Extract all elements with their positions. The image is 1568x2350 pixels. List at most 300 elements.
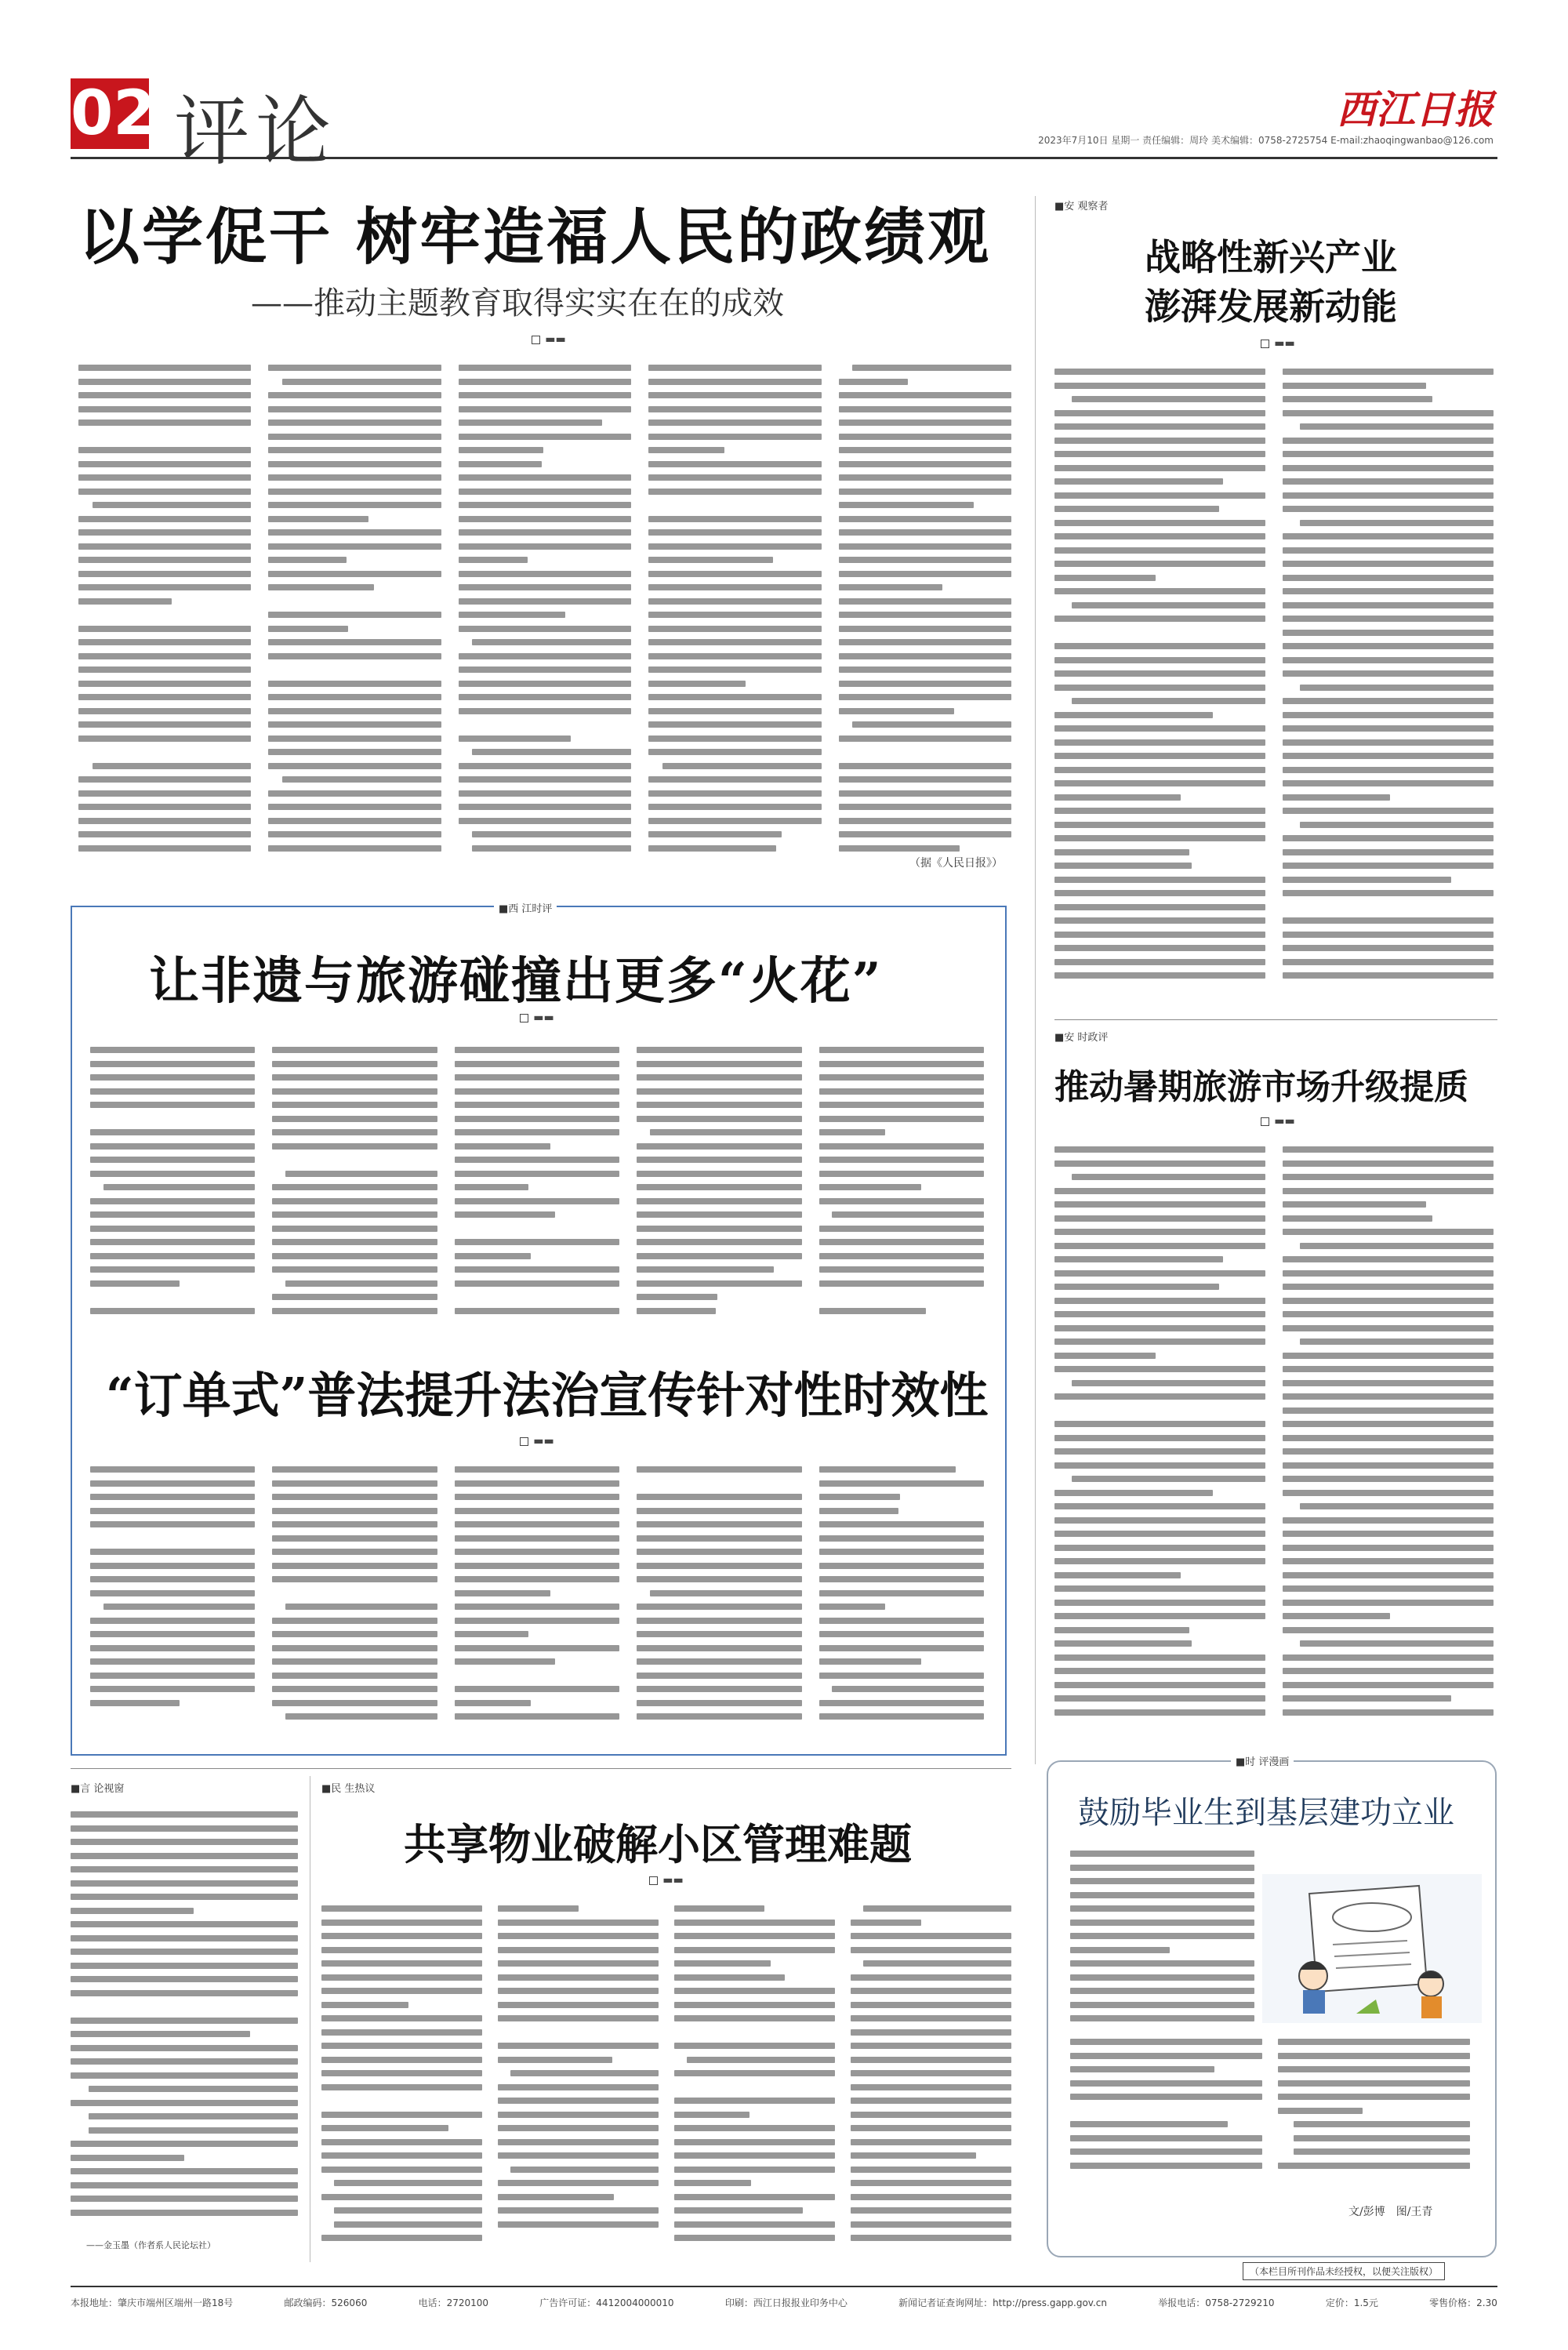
- text-line: [1283, 1146, 1494, 1153]
- text-line: [1278, 2108, 1363, 2114]
- text-column: [637, 1047, 801, 1321]
- text-line: [1283, 1545, 1494, 1551]
- text-line: [272, 1102, 437, 1108]
- text-line: [1054, 1215, 1265, 1222]
- text-line: [650, 1129, 802, 1135]
- text-line: [459, 516, 631, 522]
- text-line: [268, 571, 441, 577]
- text-line: [71, 2141, 298, 2147]
- text-line: [71, 2072, 298, 2079]
- text-line: [637, 1266, 774, 1273]
- text-line: [272, 1494, 437, 1500]
- text-line: [674, 2015, 835, 2021]
- text-column: [90, 1047, 255, 1321]
- text-line: [1283, 1654, 1494, 1661]
- copyright-notice: （本栏目所刊作品未经授权，以便关注版权）: [1243, 2262, 1445, 2280]
- text-line: [321, 2002, 408, 2008]
- text-line: [1070, 2002, 1254, 2008]
- text-line: [637, 1294, 717, 1300]
- text-column: [71, 1811, 298, 2216]
- text-line: [90, 1466, 255, 1473]
- text-line: [78, 776, 251, 783]
- text-line: [1283, 1490, 1494, 1496]
- text-line: [455, 1308, 619, 1314]
- text-line: [637, 1253, 801, 1259]
- cartoon-caption-body-2: [1070, 2039, 1470, 2180]
- section-number: 02: [71, 78, 156, 149]
- text-line: [90, 1253, 255, 1259]
- text-line: [1054, 1270, 1265, 1277]
- text-line: [1300, 1243, 1494, 1249]
- text-line: [268, 845, 441, 852]
- text-line: [637, 1171, 801, 1177]
- text-line: [459, 776, 631, 783]
- text-line: [839, 461, 1011, 467]
- text-line: [90, 1673, 255, 1679]
- text-line: [321, 1905, 482, 1912]
- text-line: [819, 1226, 984, 1232]
- text-line: [819, 1563, 984, 1569]
- text-line: [78, 681, 251, 687]
- text-line: [648, 434, 821, 440]
- side-top-byline: ▬▬: [1239, 337, 1317, 350]
- text-line: [1054, 383, 1265, 389]
- text-line: [1278, 2066, 1470, 2072]
- text-line: [78, 447, 251, 453]
- text-line: [71, 2196, 298, 2202]
- text-line: [1278, 2094, 1470, 2100]
- text-line: [851, 1947, 1011, 1953]
- text-line: [455, 1549, 619, 1555]
- text-line: [1054, 863, 1192, 869]
- text-line: [334, 2180, 482, 2186]
- text-line: [78, 461, 251, 467]
- text-line: [1070, 2148, 1262, 2155]
- text-line: [455, 1143, 550, 1150]
- text-line: [1054, 780, 1265, 786]
- text-line: [459, 666, 631, 673]
- side-mid-byline: ▬▬: [1239, 1115, 1317, 1128]
- text-line: [851, 2098, 1011, 2104]
- text-line: [1283, 1393, 1494, 1400]
- text-line: [90, 1047, 255, 1053]
- text-column: [268, 365, 441, 859]
- text-line: [648, 818, 821, 824]
- text-line: [272, 1686, 437, 1692]
- text-line: [1300, 423, 1494, 430]
- text-line: [674, 1920, 835, 1926]
- text-line: [839, 790, 1011, 797]
- text-line: [78, 831, 251, 837]
- text-line: [1283, 890, 1494, 896]
- text-line: [459, 543, 631, 550]
- side-top-body: [1054, 369, 1494, 992]
- text-line: [1054, 972, 1265, 979]
- text-line: [648, 790, 821, 797]
- text-line: [78, 406, 251, 412]
- text-line: [459, 584, 631, 590]
- text-line: [90, 1088, 255, 1095]
- text-line: [455, 1563, 619, 1569]
- text-line: [674, 1988, 835, 1994]
- text-line: [648, 598, 821, 605]
- text-line: [78, 626, 251, 632]
- text-line: [1283, 1215, 1432, 1222]
- text-line: [637, 1047, 801, 1053]
- text-line: [1283, 959, 1494, 965]
- text-line: [819, 1308, 927, 1314]
- text-column: [459, 365, 631, 859]
- text-line: [1283, 643, 1494, 649]
- text-line: [1283, 1476, 1494, 1482]
- text-line: [272, 1129, 437, 1135]
- text-line: [1283, 1600, 1494, 1606]
- text-line: [1283, 932, 1494, 938]
- text-line: [268, 681, 441, 687]
- text-line: [1283, 835, 1494, 841]
- bottom-left-body: [71, 1811, 298, 2227]
- text-line: [851, 1988, 1011, 1994]
- text-line: [455, 1088, 619, 1095]
- text-line: [459, 571, 631, 577]
- text-line: [1054, 451, 1265, 457]
- text-line: [321, 2015, 482, 2021]
- text-line: [71, 1839, 298, 1845]
- text-line: [1054, 561, 1265, 567]
- text-line: [1283, 1256, 1494, 1262]
- text-line: [1283, 1311, 1494, 1317]
- text-line: [272, 1466, 437, 1473]
- text-line: [71, 1894, 298, 1900]
- text-line: [1054, 739, 1265, 746]
- text-line: [1054, 1160, 1265, 1167]
- text-line: [648, 406, 821, 412]
- text-line: [1283, 438, 1494, 444]
- text-line: [1054, 1393, 1265, 1400]
- text-line: [90, 1480, 255, 1487]
- text-line: [1054, 1600, 1265, 1606]
- text-line: [851, 2029, 1011, 2036]
- text-line: [1054, 1517, 1265, 1524]
- text-line: [819, 1508, 898, 1514]
- text-line: [648, 694, 821, 700]
- text-line: [334, 2221, 482, 2228]
- text-line: [1054, 506, 1219, 512]
- column-divider: [1035, 196, 1036, 1764]
- text-line: [648, 612, 821, 618]
- text-line: [71, 1866, 298, 1872]
- box-article-2-title: “订单式”普法提升法治宣传针对性时效性: [106, 1367, 989, 1424]
- text-line: [674, 2112, 750, 2118]
- text-line: [648, 571, 821, 577]
- text-line: [1283, 561, 1494, 567]
- text-line: [1283, 547, 1494, 554]
- text-line: [71, 1908, 194, 1914]
- text-line: [1070, 2066, 1214, 2072]
- text-line: [1054, 1627, 1189, 1633]
- text-line: [272, 1157, 437, 1163]
- text-line: [832, 1211, 984, 1218]
- text-line: [1054, 932, 1265, 938]
- text-line: [648, 379, 821, 385]
- text-line: [455, 1239, 619, 1245]
- text-line: [459, 365, 631, 371]
- text-line: [637, 1308, 716, 1314]
- text-line: [78, 474, 251, 481]
- text-line: [819, 1700, 984, 1706]
- text-line: [839, 818, 1011, 824]
- text-line: [1070, 1892, 1254, 1898]
- text-line: [498, 1947, 659, 1953]
- text-line: [498, 2152, 659, 2159]
- text-line: [455, 1466, 619, 1473]
- text-column: [78, 365, 251, 859]
- text-line: [268, 694, 441, 700]
- text-line: [455, 1280, 619, 1287]
- text-line: [1054, 1668, 1265, 1674]
- text-line: [90, 1308, 255, 1314]
- text-line: [637, 1239, 801, 1245]
- text-column: [1278, 2039, 1470, 2176]
- text-line: [321, 1947, 482, 1953]
- text-line: [1070, 2039, 1262, 2045]
- text-line: [674, 1960, 771, 1967]
- text-line: [1054, 492, 1265, 499]
- footer-issue: 零售价格：2.30: [1429, 2297, 1497, 2308]
- text-line: [78, 845, 251, 852]
- text-line: [272, 1576, 437, 1582]
- text-line: [839, 681, 1011, 687]
- text-line: [648, 584, 821, 590]
- text-line: [268, 584, 373, 590]
- text-line: [1283, 808, 1494, 814]
- text-line: [674, 2098, 835, 2104]
- text-line: [459, 447, 543, 453]
- text-line: [819, 1521, 984, 1527]
- text-column: [1054, 369, 1265, 986]
- text-line: [1283, 1380, 1494, 1386]
- text-line: [648, 639, 821, 645]
- text-line: [321, 2125, 448, 2131]
- text-line: [851, 2207, 1011, 2214]
- text-line: [268, 831, 441, 837]
- text-line: [851, 2235, 1011, 2241]
- text-line: [71, 2031, 250, 2037]
- text-line: [1283, 1531, 1494, 1537]
- box-article-1-body: [90, 1047, 984, 1333]
- text-line: [1054, 822, 1265, 828]
- text-line: [1070, 1988, 1254, 1994]
- text-column: [1070, 2039, 1262, 2176]
- text-column: [498, 1905, 659, 2249]
- lead-headline: 以学促干 树牢造福人民的政绩观: [78, 202, 992, 273]
- text-line: [472, 749, 631, 755]
- text-line: [78, 694, 251, 700]
- text-line: [1054, 1284, 1219, 1290]
- text-line: [455, 1494, 619, 1500]
- text-column: [819, 1047, 984, 1321]
- box-article-1-title: 让非遗与旅游碰撞出更多“火花”: [149, 952, 883, 1011]
- text-line: [1070, 1947, 1170, 1953]
- text-line: [637, 1521, 801, 1527]
- text-column: [648, 365, 821, 859]
- text-line: [1283, 369, 1494, 375]
- text-line: [321, 2112, 482, 2118]
- text-line: [90, 1157, 255, 1163]
- text-line: [1283, 492, 1494, 499]
- dateline: 2023年7月10日 星期一 责任编辑：周玲 美术编辑：0758-2725754 E-mail:zhaoqingwanbao@126.com: [1038, 135, 1494, 146]
- text-line: [1283, 945, 1494, 951]
- text-column: [90, 1466, 255, 1727]
- text-line: [498, 2180, 659, 2186]
- text-line: [268, 489, 441, 495]
- text-line: [78, 379, 251, 385]
- text-line: [637, 1563, 801, 1569]
- text-line: [1054, 1462, 1265, 1469]
- text-line: [1054, 630, 1265, 636]
- text-line: [90, 1226, 255, 1232]
- text-line: [819, 1061, 984, 1067]
- text-line: [1283, 1188, 1494, 1194]
- text-line: [1070, 1974, 1254, 1981]
- text-line: [268, 392, 441, 398]
- text-line: [1054, 890, 1265, 896]
- text-line: [637, 1143, 801, 1150]
- text-line: [819, 1198, 984, 1204]
- text-line: [459, 804, 631, 810]
- text-column: [819, 1466, 984, 1727]
- text-line: [1072, 1476, 1265, 1482]
- text-line: [321, 2098, 482, 2104]
- text-line: [510, 2070, 659, 2076]
- text-line: [1054, 1640, 1192, 1647]
- footer-price: 定价：1.5元: [1325, 2297, 1378, 2308]
- text-line: [459, 736, 571, 742]
- text-line: [1072, 698, 1265, 704]
- text-line: [1070, 1851, 1254, 1857]
- text-line: [455, 1673, 619, 1679]
- text-column: [321, 1905, 482, 2249]
- text-line: [851, 2043, 1011, 2049]
- text-line: [78, 543, 251, 550]
- lead-byline: ▬▬: [502, 333, 596, 346]
- text-line: [819, 1466, 956, 1473]
- text-line: [1054, 369, 1265, 375]
- text-line: [648, 420, 821, 426]
- text-line: [648, 543, 821, 550]
- text-line: [674, 2139, 835, 2145]
- text-line: [1283, 1627, 1494, 1633]
- text-line: [103, 1604, 256, 1610]
- text-line: [1283, 1695, 1451, 1702]
- bottom-left-credit: ——金玉墨（作者系人民论坛社）: [86, 2240, 216, 2250]
- text-line: [1283, 1325, 1494, 1331]
- text-line: [459, 612, 566, 618]
- text-line: [268, 721, 441, 728]
- text-line: [78, 749, 251, 755]
- text-line: [272, 1563, 437, 1569]
- text-line: [637, 1226, 801, 1232]
- text-line: [90, 1294, 255, 1300]
- text-line: [1054, 1448, 1265, 1455]
- text-line: [455, 1226, 619, 1232]
- text-line: [268, 790, 441, 797]
- text-line: [637, 1211, 801, 1218]
- text-line: [1054, 794, 1181, 801]
- box-article-2-byline: ▬▬: [494, 1435, 580, 1447]
- text-line: [851, 2167, 1011, 2173]
- text-line: [674, 2043, 835, 2049]
- text-line: [674, 2235, 835, 2241]
- text-line: [90, 1658, 255, 1665]
- text-line: [1054, 1585, 1265, 1592]
- text-line: [272, 1061, 437, 1067]
- text-line: [272, 1508, 437, 1514]
- text-line: [321, 2167, 482, 2173]
- text-line: [648, 474, 821, 481]
- text-line: [839, 845, 960, 852]
- text-line: [78, 598, 172, 605]
- text-line: [498, 2015, 659, 2021]
- text-line: [268, 708, 441, 714]
- text-line: [78, 818, 251, 824]
- text-line: [272, 1549, 437, 1555]
- text-line: [1283, 478, 1494, 485]
- text-line: [648, 365, 821, 371]
- text-line: [89, 2086, 298, 2092]
- text-line: [78, 392, 251, 398]
- text-line: [1278, 2163, 1470, 2169]
- text-line: [90, 1143, 255, 1150]
- text-line: [459, 379, 631, 385]
- text-line: [90, 1074, 255, 1081]
- text-line: [455, 1047, 619, 1053]
- cartoon-tag: ■时 评漫画: [1231, 1753, 1294, 1768]
- text-line: [637, 1074, 801, 1081]
- text-line: [1054, 1545, 1265, 1551]
- text-line: [334, 2207, 482, 2214]
- text-line: [648, 845, 776, 852]
- text-column: [272, 1047, 437, 1321]
- text-line: [455, 1618, 619, 1624]
- text-line: [839, 763, 1011, 769]
- text-line: [674, 2070, 835, 2076]
- text-line: [637, 1549, 801, 1555]
- text-line: [472, 831, 631, 837]
- text-line: [268, 461, 441, 467]
- text-line: [1070, 2015, 1254, 2021]
- text-line: [455, 1266, 619, 1273]
- cartoon-title: 鼓励毕业生到基层建功立业: [1078, 1795, 1454, 1831]
- text-line: [71, 1825, 298, 1832]
- text-line: [1300, 1503, 1494, 1509]
- text-line: [819, 1713, 984, 1720]
- bottom-left-tag: ■言 论视窗: [71, 1783, 125, 1795]
- text-line: [78, 584, 251, 590]
- text-line: [459, 461, 542, 467]
- text-line: [89, 2113, 298, 2119]
- text-line: [498, 1920, 659, 1926]
- text-line: [272, 1645, 437, 1651]
- text-line: [78, 365, 251, 371]
- text-line: [1054, 1421, 1265, 1427]
- text-line: [268, 598, 441, 605]
- text-line: [1283, 533, 1494, 539]
- text-line: [268, 736, 441, 742]
- text-line: [819, 1576, 984, 1582]
- text-line: [1054, 1298, 1265, 1304]
- text-column: [455, 1466, 619, 1727]
